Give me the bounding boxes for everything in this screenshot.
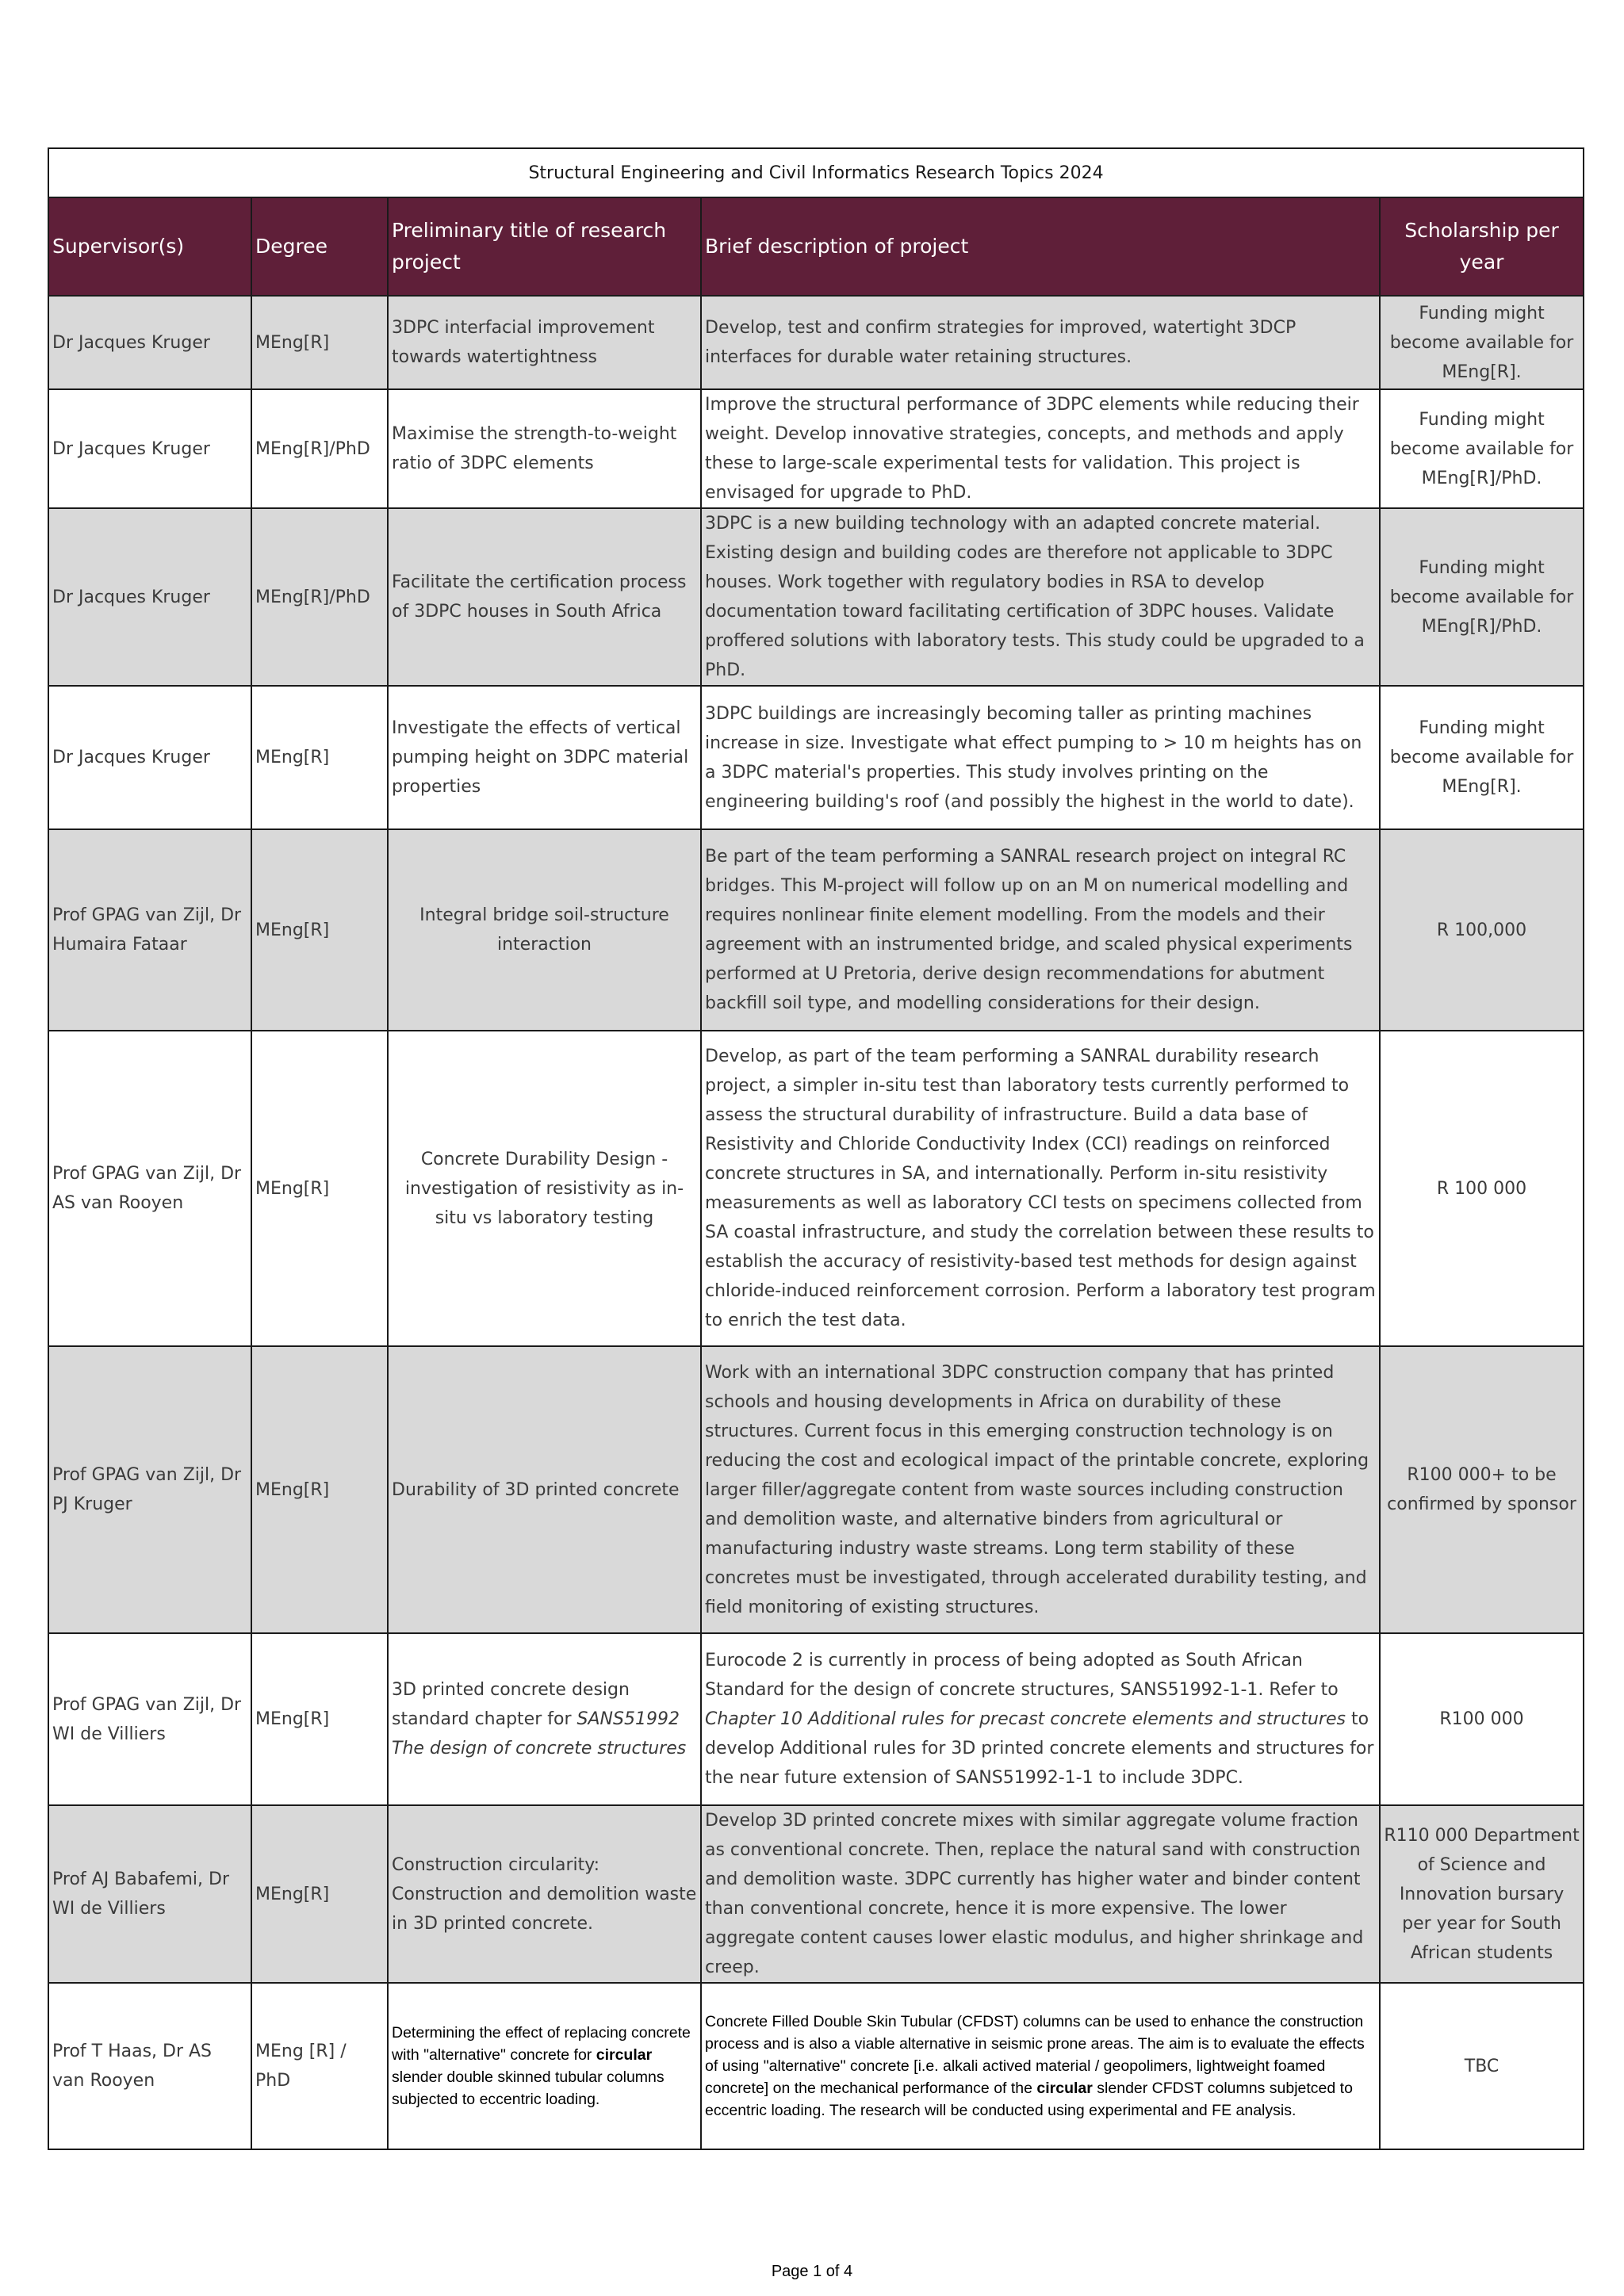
title-text: Determining the effect of replacing concrete with "alternative" concrete for xyxy=(392,2024,691,2064)
title-italic-text: SANS51992 The design of concrete structures xyxy=(392,1709,687,1758)
description-cell: Develop 3D printed concrete mixes with similar aggregate volume fraction as conventional concrete. Then, replace the natural sand with construction and demolition waste. 3DPC currently has higher water and binder content than conventional concrete, hence it is more expensive. The lower aggregate content causes lower elastic modulus, and higher shrinkage and creep. xyxy=(701,1805,1380,1983)
table-row xyxy=(48,1633,1584,1805)
table-row xyxy=(48,1031,1584,1346)
title-text: 3D printed concrete design standard chapter for xyxy=(392,1680,630,1729)
supervisor-cell: Prof GPAG van Zijl, Dr WI de Villiers xyxy=(48,1633,251,1805)
title-text-tail: slender double skinned tubular columns subjected to eccentric loading. xyxy=(392,2068,665,2108)
table-row xyxy=(48,1346,1584,1633)
degree-cell: MEng[R] xyxy=(251,829,388,1031)
title-cell: Investigate the effects of vertical pumping height on 3DPC material properties xyxy=(388,686,701,829)
scholarship-cell: Funding might become available for MEng[R]. xyxy=(1380,296,1584,389)
title-cell xyxy=(388,1633,701,1805)
description-cell: 3DPC buildings are increasingly becoming taller as printing machines increase in size. Investigate what effect pumping to > 10 m heights has on a 3DPC material's properties. This study involves printing on the engineering building's roof (and possibly the highest in the world to date). xyxy=(701,686,1380,829)
scholarship-cell: TBC xyxy=(1380,1983,1584,2149)
description-text-tail: slender CFDST columns subjetced to eccentric loading. The research will be conducted using experimental and FE analysis. xyxy=(705,2080,1353,2119)
table-row xyxy=(48,829,1584,1031)
header-title: Preliminary title of research project xyxy=(388,197,701,296)
supervisor-cell: Dr Jacques Kruger xyxy=(48,296,251,389)
title-cell: Maximise the strength-to-weight ratio of 3DPC elements xyxy=(388,389,701,508)
title-cell: Concrete Durability Design - investigation of resistivity as in-situ vs laboratory testing xyxy=(388,1031,701,1346)
table-row xyxy=(48,1983,1584,2149)
description-text-tail: to develop Additional rules for 3D printed concrete elements and structures for the near future extension of SANS51992-1-1 to include 3DPC. xyxy=(705,1709,1374,1788)
supervisor-cell: Prof AJ Babafemi, Dr WI de Villiers xyxy=(48,1805,251,1983)
supervisor-cell: Dr Jacques Kruger xyxy=(48,508,251,686)
degree-cell: MEng [R] / PhD xyxy=(251,1983,388,2149)
title-cell: Integral bridge soil-structure interaction xyxy=(388,829,701,1031)
header-supervisor: Supervisor(s) xyxy=(48,197,251,296)
scholarship-cell: Funding might become available for MEng[R]/PhD. xyxy=(1380,508,1584,686)
degree-cell: MEng[R] xyxy=(251,296,388,389)
degree-cell: MEng[R]/PhD xyxy=(251,389,388,508)
description-cell: Develop, as part of the team performing a SANRAL durability research project, a simpler in-situ test than laboratory tests currently performed to assess the structural durability of infrastructure. Build a data base of Resistivity and Chloride Conductivity Index (CCI) readings on reinforced concrete structures in SA, and internationally. Perform in-situ resistivity measurements as well as laboratory CCI tests on specimens collected from SA coastal infrastructure, and study the correlation between these results to establish the accuracy of resistivity-based test methods for design against chloride-induced reinforcement corrosion. Perform a laboratory test program to enrich the test data. xyxy=(701,1031,1380,1346)
table-row xyxy=(48,389,1584,508)
description-cell xyxy=(701,1983,1380,2149)
degree-cell: MEng[R] xyxy=(251,1031,388,1346)
title-cell: Construction circularity: Construction and demolition waste in 3D printed concrete. xyxy=(388,1805,701,1983)
degree-cell: MEng[R]/PhD xyxy=(251,508,388,686)
header-description: Brief description of project xyxy=(701,197,1380,296)
supervisor-cell: Prof GPAG van Zijl, Dr Humaira Fataar xyxy=(48,829,251,1031)
header-row xyxy=(48,197,1584,296)
degree-cell: MEng[R] xyxy=(251,1805,388,1983)
description-cell xyxy=(701,1633,1380,1805)
description-cell: Develop, test and confirm strategies for improved, watertight 3DCP interfaces for durable water retaining structures. xyxy=(701,296,1380,389)
title-cell: 3DPC interfacial improvement towards watertightness xyxy=(388,296,701,389)
degree-cell: MEng[R] xyxy=(251,1346,388,1633)
description-bold-text: circular xyxy=(1036,2080,1093,2097)
title-bold-text: circular xyxy=(596,2046,653,2064)
description-italic-text: Chapter 10 Additional rules for precast concrete elements and structures xyxy=(705,1709,1346,1729)
table-row xyxy=(48,508,1584,686)
supervisor-cell: Prof GPAG van Zijl, Dr AS van Rooyen xyxy=(48,1031,251,1346)
scholarship-cell: R 100 000 xyxy=(1380,1031,1584,1346)
table-row xyxy=(48,296,1584,389)
description-text: Concrete Filled Double Skin Tubular (CFDST) columns can be used to enhance the construction process and is also a viable alternative in seismic prone areas. The aim is to evaluate the effects of using "alternative" concrete [i.e. alkali actived material / geopolimers, lightweight foamed concrete] on the mechanical performance of the xyxy=(705,2013,1365,2097)
scholarship-cell: R 100,000 xyxy=(1380,829,1584,1031)
supervisor-cell: Dr Jacques Kruger xyxy=(48,389,251,508)
description-cell: 3DPC is a new building technology with an adapted concrete material. Existing design and building codes are therefore not applicable to 3DPC houses. Work together with regulatory bodies in RSA to develop documentation toward facilitating certification of 3DPC houses. Validate proffered solutions with laboratory tests. This study could be upgraded to a PhD. xyxy=(701,508,1380,686)
table-row xyxy=(48,686,1584,829)
scholarship-cell: R100 000 xyxy=(1380,1633,1584,1805)
description-cell: Improve the structural performance of 3DPC elements while reducing their weight. Develop innovative strategies, concepts, and methods and apply these to large-scale experimental tests for validation. This project is envisaged for upgrade to PhD. xyxy=(701,389,1380,508)
research-topics-table xyxy=(48,147,1584,2150)
description-cell: Work with an international 3DPC construction company that has printed schools and housing developments in Africa on durability of these structures. Current focus in this emerging construction technology is on reducing the cost and ecological impact of the printable concrete, exploring larger filler/aggregate content from waste sources including construction and demolition waste, and alternative binders from agricultural or manufacturing industry waste streams. Long term stability of these concretes must be investigated, through accelerated durability testing, and field monitoring of existing structures. xyxy=(701,1346,1380,1633)
header-degree: Degree xyxy=(251,197,388,296)
scholarship-cell: R100 000+ to be confirmed by sponsor xyxy=(1380,1346,1584,1633)
scholarship-cell: Funding might become available for MEng[R]. xyxy=(1380,686,1584,829)
page-title: Structural Engineering and Civil Informatics Research Topics 2024 xyxy=(48,148,1584,197)
title-cell xyxy=(388,1983,701,2149)
header-scholarship: Scholarship per year xyxy=(1380,197,1584,296)
title-cell: Facilitate the certification process of 3DPC houses in South Africa xyxy=(388,508,701,686)
table-row xyxy=(48,1805,1584,1983)
page-number: Page 1 of 4 xyxy=(771,2263,853,2280)
scholarship-cell: R110 000 Department of Science and Innovation bursary per year for South African students xyxy=(1380,1805,1584,1983)
degree-cell: MEng[R] xyxy=(251,686,388,829)
supervisor-cell: Prof T Haas, Dr AS van Rooyen xyxy=(48,1983,251,2149)
description-cell: Be part of the team performing a SANRAL research project on integral RC bridges. This M-project will follow up on an M on numerical modelling and requires nonlinear finite element modelling. From the models and their agreement with an instrumented bridge, and scaled physical experiments performed at U Pretoria, derive design recommendations for abutment backfill soil type, and modelling considerations for their design. xyxy=(701,829,1380,1031)
title-row xyxy=(48,148,1584,197)
scholarship-cell: Funding might become available for MEng[R]/PhD. xyxy=(1380,389,1584,508)
title-cell: Durability of 3D printed concrete xyxy=(388,1346,701,1633)
description-text: Eurocode 2 is currently in process of being adopted as South African Standard for the design of concrete structures, SANS51992-1-1. Refer to xyxy=(705,1651,1339,1700)
degree-cell: MEng[R] xyxy=(251,1633,388,1805)
supervisor-cell: Dr Jacques Kruger xyxy=(48,686,251,829)
supervisor-cell: Prof GPAG van Zijl, Dr PJ Kruger xyxy=(48,1346,251,1633)
